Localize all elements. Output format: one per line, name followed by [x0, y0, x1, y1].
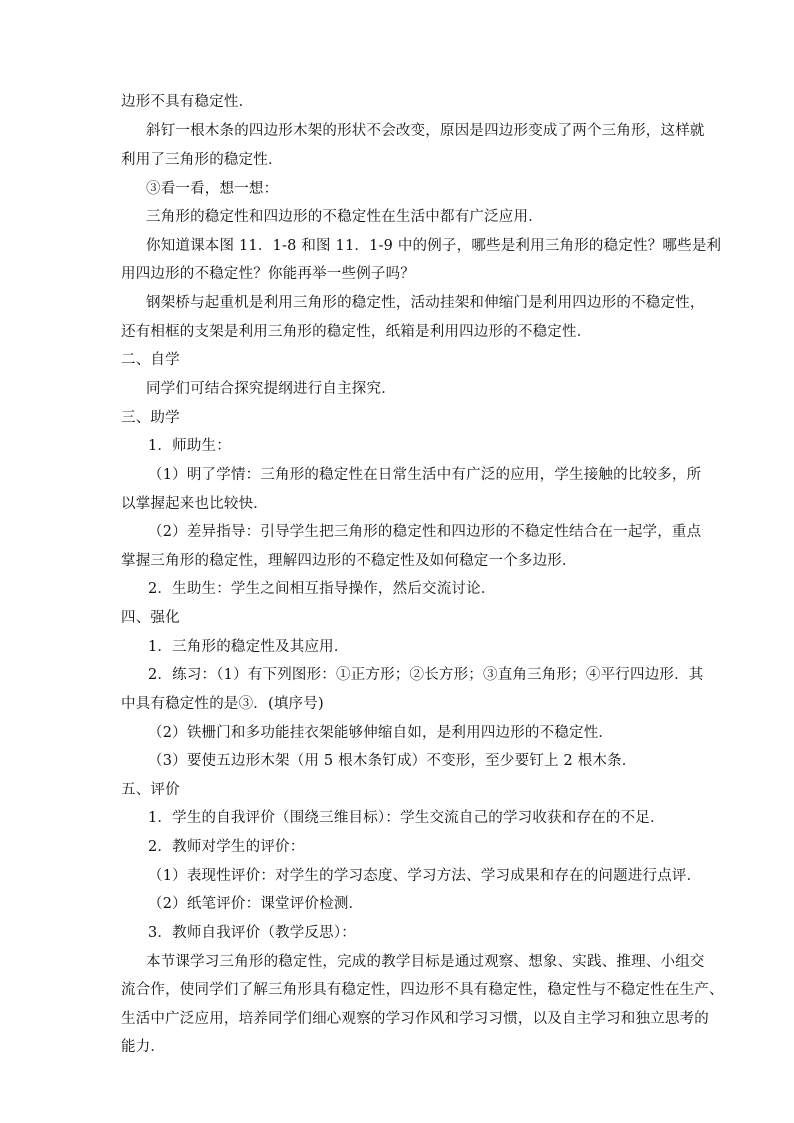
section-heading: 三、助学 [121, 410, 180, 426]
text-line: 2．练习：（1）有下列图形：①正方形；②长方形；③直角三角形；④平行四边形．其 [148, 667, 704, 683]
text-line: 3．教师自我评价（教学反思）： [148, 925, 356, 941]
text-line: （2）差异指导：引导学生把三角形的稳定性和四边形的不稳定性结合在一起学，重点 [148, 524, 702, 540]
text-line: 边形不具有稳定性． [121, 94, 254, 110]
text-line: （2）纸笔评价：课堂评价检测． [148, 896, 364, 912]
section-heading: 二、自学 [121, 352, 180, 368]
text-line: 中具有稳定性的是③．(填序号) [121, 696, 324, 712]
text-line: 钢架桥与起重机是利用三角形的稳定性，活动挂架和伸缩门是利用四边形的不稳定性， [146, 295, 705, 311]
text-line: 掌握三角形的稳定性，理解四边形的不稳定性及如何稳定一个多边形． [121, 553, 577, 569]
text-line: 本节课学习三角形的稳定性，完成的教学目标是通过观察、想象、实践、推理、小组交 [146, 954, 705, 970]
text-line: 你知道课本图 11．1-8 和图 11．1-9 中的例子，哪些是利用三角形的稳定性？哪些是利 [146, 238, 722, 254]
text-line: 同学们可结合探究提纲进行自主探究． [146, 381, 396, 397]
text-line: 1．学生的自我评价（围绕三维目标）：学生交流自己的学习收获和存在的不足． [148, 810, 665, 826]
text-line: 1．师助生： [148, 438, 231, 454]
text-line: 能力． [121, 1039, 166, 1055]
text-line: 2．生助生：学生之间相互指导操作，然后交流讨论． [148, 581, 496, 597]
text-line: 以掌握起来也比较快． [121, 496, 268, 512]
text-line: 1．三角形的稳定性及其应用． [148, 639, 349, 655]
text-line: 利用了三角形的稳定性． [121, 152, 283, 168]
section-heading: 五、评价 [121, 782, 180, 798]
text-line: （2）铁栅门和多功能挂衣架能够伸缩自如，是利用四边形的不稳定性． [148, 725, 614, 741]
text-line: 斜钉一根木条的四边形木架的形状不会改变，原因是四边形变成了两个三角形，这样就 [146, 123, 705, 139]
text-line: 流合作，使同学们了解三角形具有稳定性，四边形不具有稳定性，稳定性与不稳定性在生产、 [121, 982, 724, 998]
text-line: 2．教师对学生的评价： [148, 839, 305, 855]
text-line: 三角形的稳定性和四边形的不稳定性在生活中都有广泛应用． [146, 209, 543, 225]
text-line: 还有相框的支架是利用三角形的稳定性，纸箱是利用四边形的不稳定性． [121, 324, 592, 340]
text-line: 生活中广泛应用，培养同学们细心观察的学习作风和学习习惯，以及自主学习和独立思考的 [121, 1011, 709, 1027]
text-line: （3）要使五边形木架（用 5 根木条钉成）不变形，至少要钉上 2 根木条． [148, 753, 637, 769]
text-line: （1）表现性评价：对学生的学习态度、学习方法、学习成果和存在的问题进行点评． [148, 868, 702, 884]
text-line: 用四边形的不稳定性？你能再举一些例子吗？ [121, 266, 415, 282]
section-heading: 四、强化 [121, 610, 180, 626]
text-line: （1）明了学情：三角形的稳定性在日常生活中有广泛的应用，学生接触的比较多，所 [148, 467, 702, 483]
text-line: ③看一看，想一想： [146, 181, 279, 197]
